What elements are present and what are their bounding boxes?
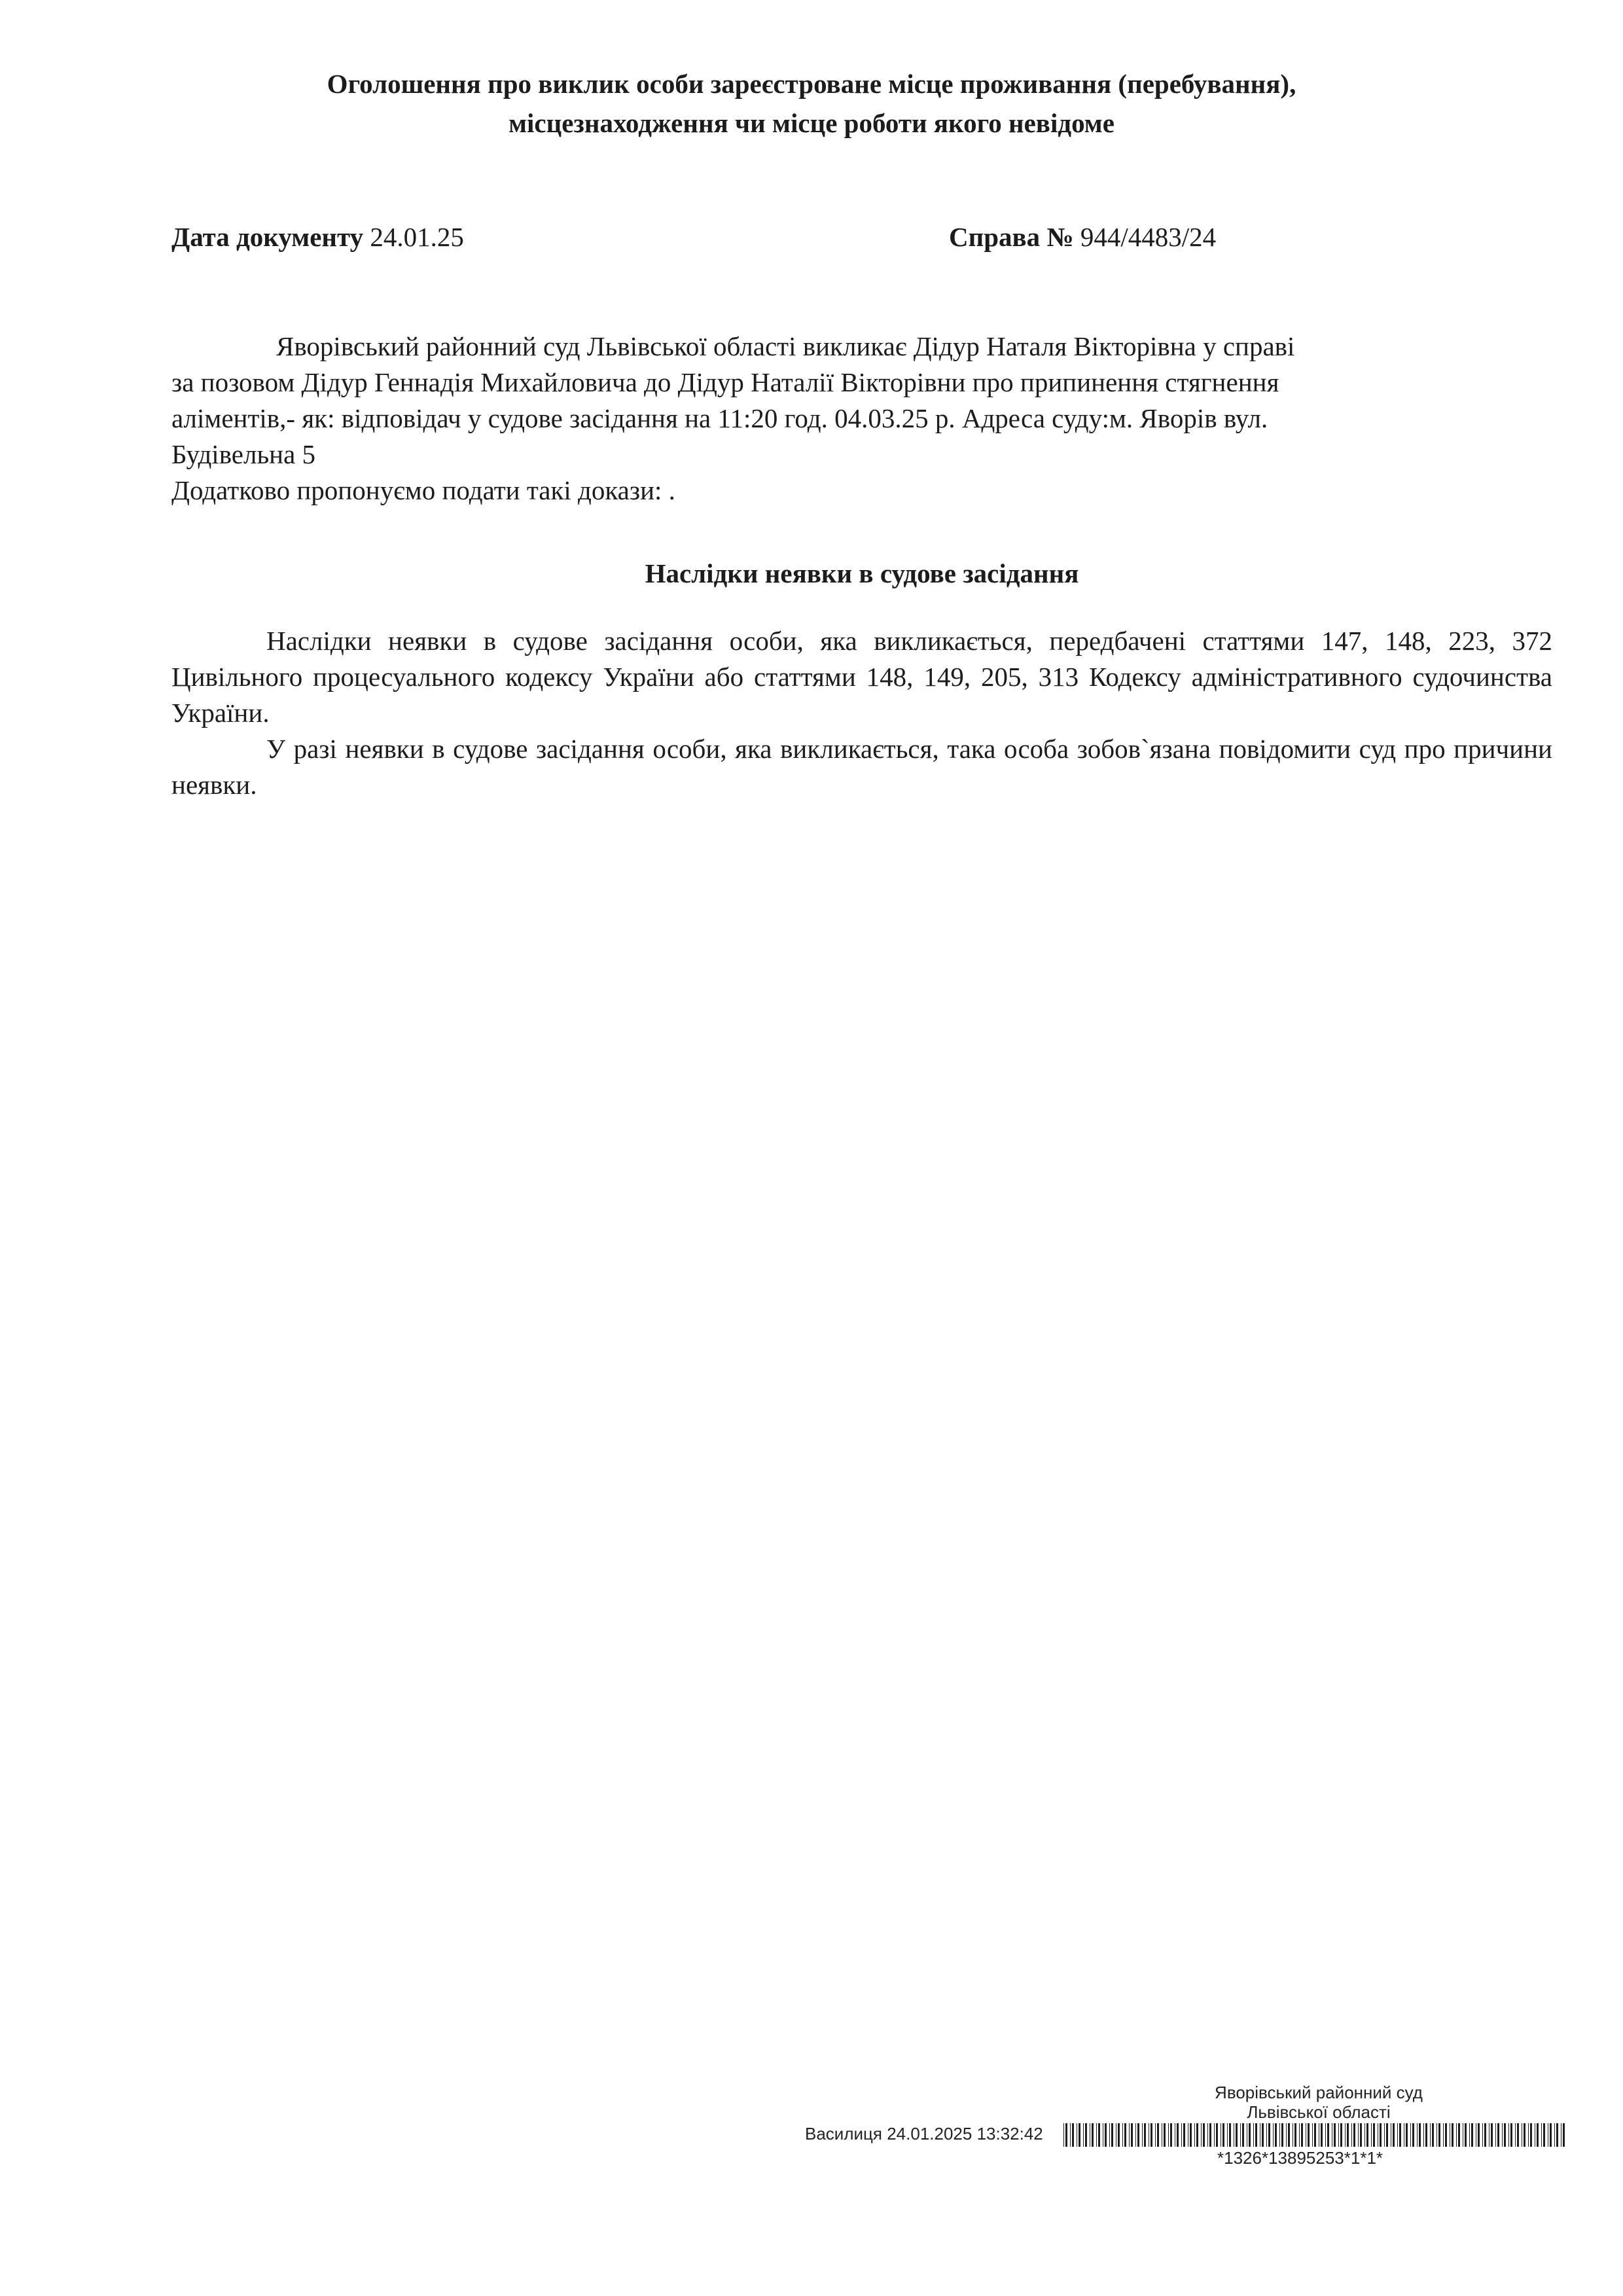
stamp-court-name: Яворівський районний суд xyxy=(1215,2083,1423,2102)
evidence-line: Додатково пропонуємо подати такі докази: . xyxy=(171,475,675,505)
document-title-line-2: місцезнаходження чи місце роботи якого невідоме xyxy=(508,108,1115,138)
document-date xyxy=(171,217,464,257)
electronic-signature-stamp xyxy=(805,2083,1571,2181)
summons-line-2: за позовом Дідур Геннадія Михайловича до Дідур Наталії Вікторівни про припинення стягнення xyxy=(171,367,1279,397)
document-date-label: Дата документу xyxy=(171,222,364,252)
case-number xyxy=(949,217,1216,257)
document-title xyxy=(164,64,1459,143)
document-title-line-1: Оголошення про виклик особи зареєстроване місце проживання (перебування), xyxy=(327,69,1296,99)
document-date-value: 24.01.25 xyxy=(370,222,464,252)
consequences-section xyxy=(171,623,1552,803)
stamp-court-region: Львівської області xyxy=(1247,2102,1391,2122)
barcode-icon xyxy=(1063,2123,1571,2147)
summons-paragraph xyxy=(171,329,1552,509)
summons-line-1: Яворівський районний суд Львівської області викликає Дідур Наталя Вікторівна у справі xyxy=(276,331,1295,361)
consequences-paragraph-2: У разі неявки в судове засідання особи, яка викликається, така особа зобов`язана повідомити суд про причини неявки. xyxy=(171,734,1552,800)
summons-line-4: Будівельна 5 xyxy=(171,439,316,469)
barcode-code: *1326*13895253*1*1* xyxy=(1217,2148,1383,2168)
consequences-heading: Наслідки неявки в судове засідання xyxy=(645,558,1079,588)
case-number-value: 944/4483/24 xyxy=(1080,222,1217,252)
case-number-label: Справа № xyxy=(949,222,1074,252)
stamp-signature: Василиця 24.01.2025 13:32:42 xyxy=(805,2124,1043,2144)
consequences-paragraph-1: Наслідки неявки в судове засідання особи, яка викликається, передбачені статтями 147, 148, 223, 372 Цивільного процесуального кодексу України або статтями 148, 149, 205, 313 Кодексу адміністративного судочинства України. xyxy=(171,626,1552,728)
summons-line-3: аліментів,- як: відповідач у судове засідання на 11:20 год. 04.03.25 р. Адреса суду:м. Яворів вул. xyxy=(171,403,1268,433)
